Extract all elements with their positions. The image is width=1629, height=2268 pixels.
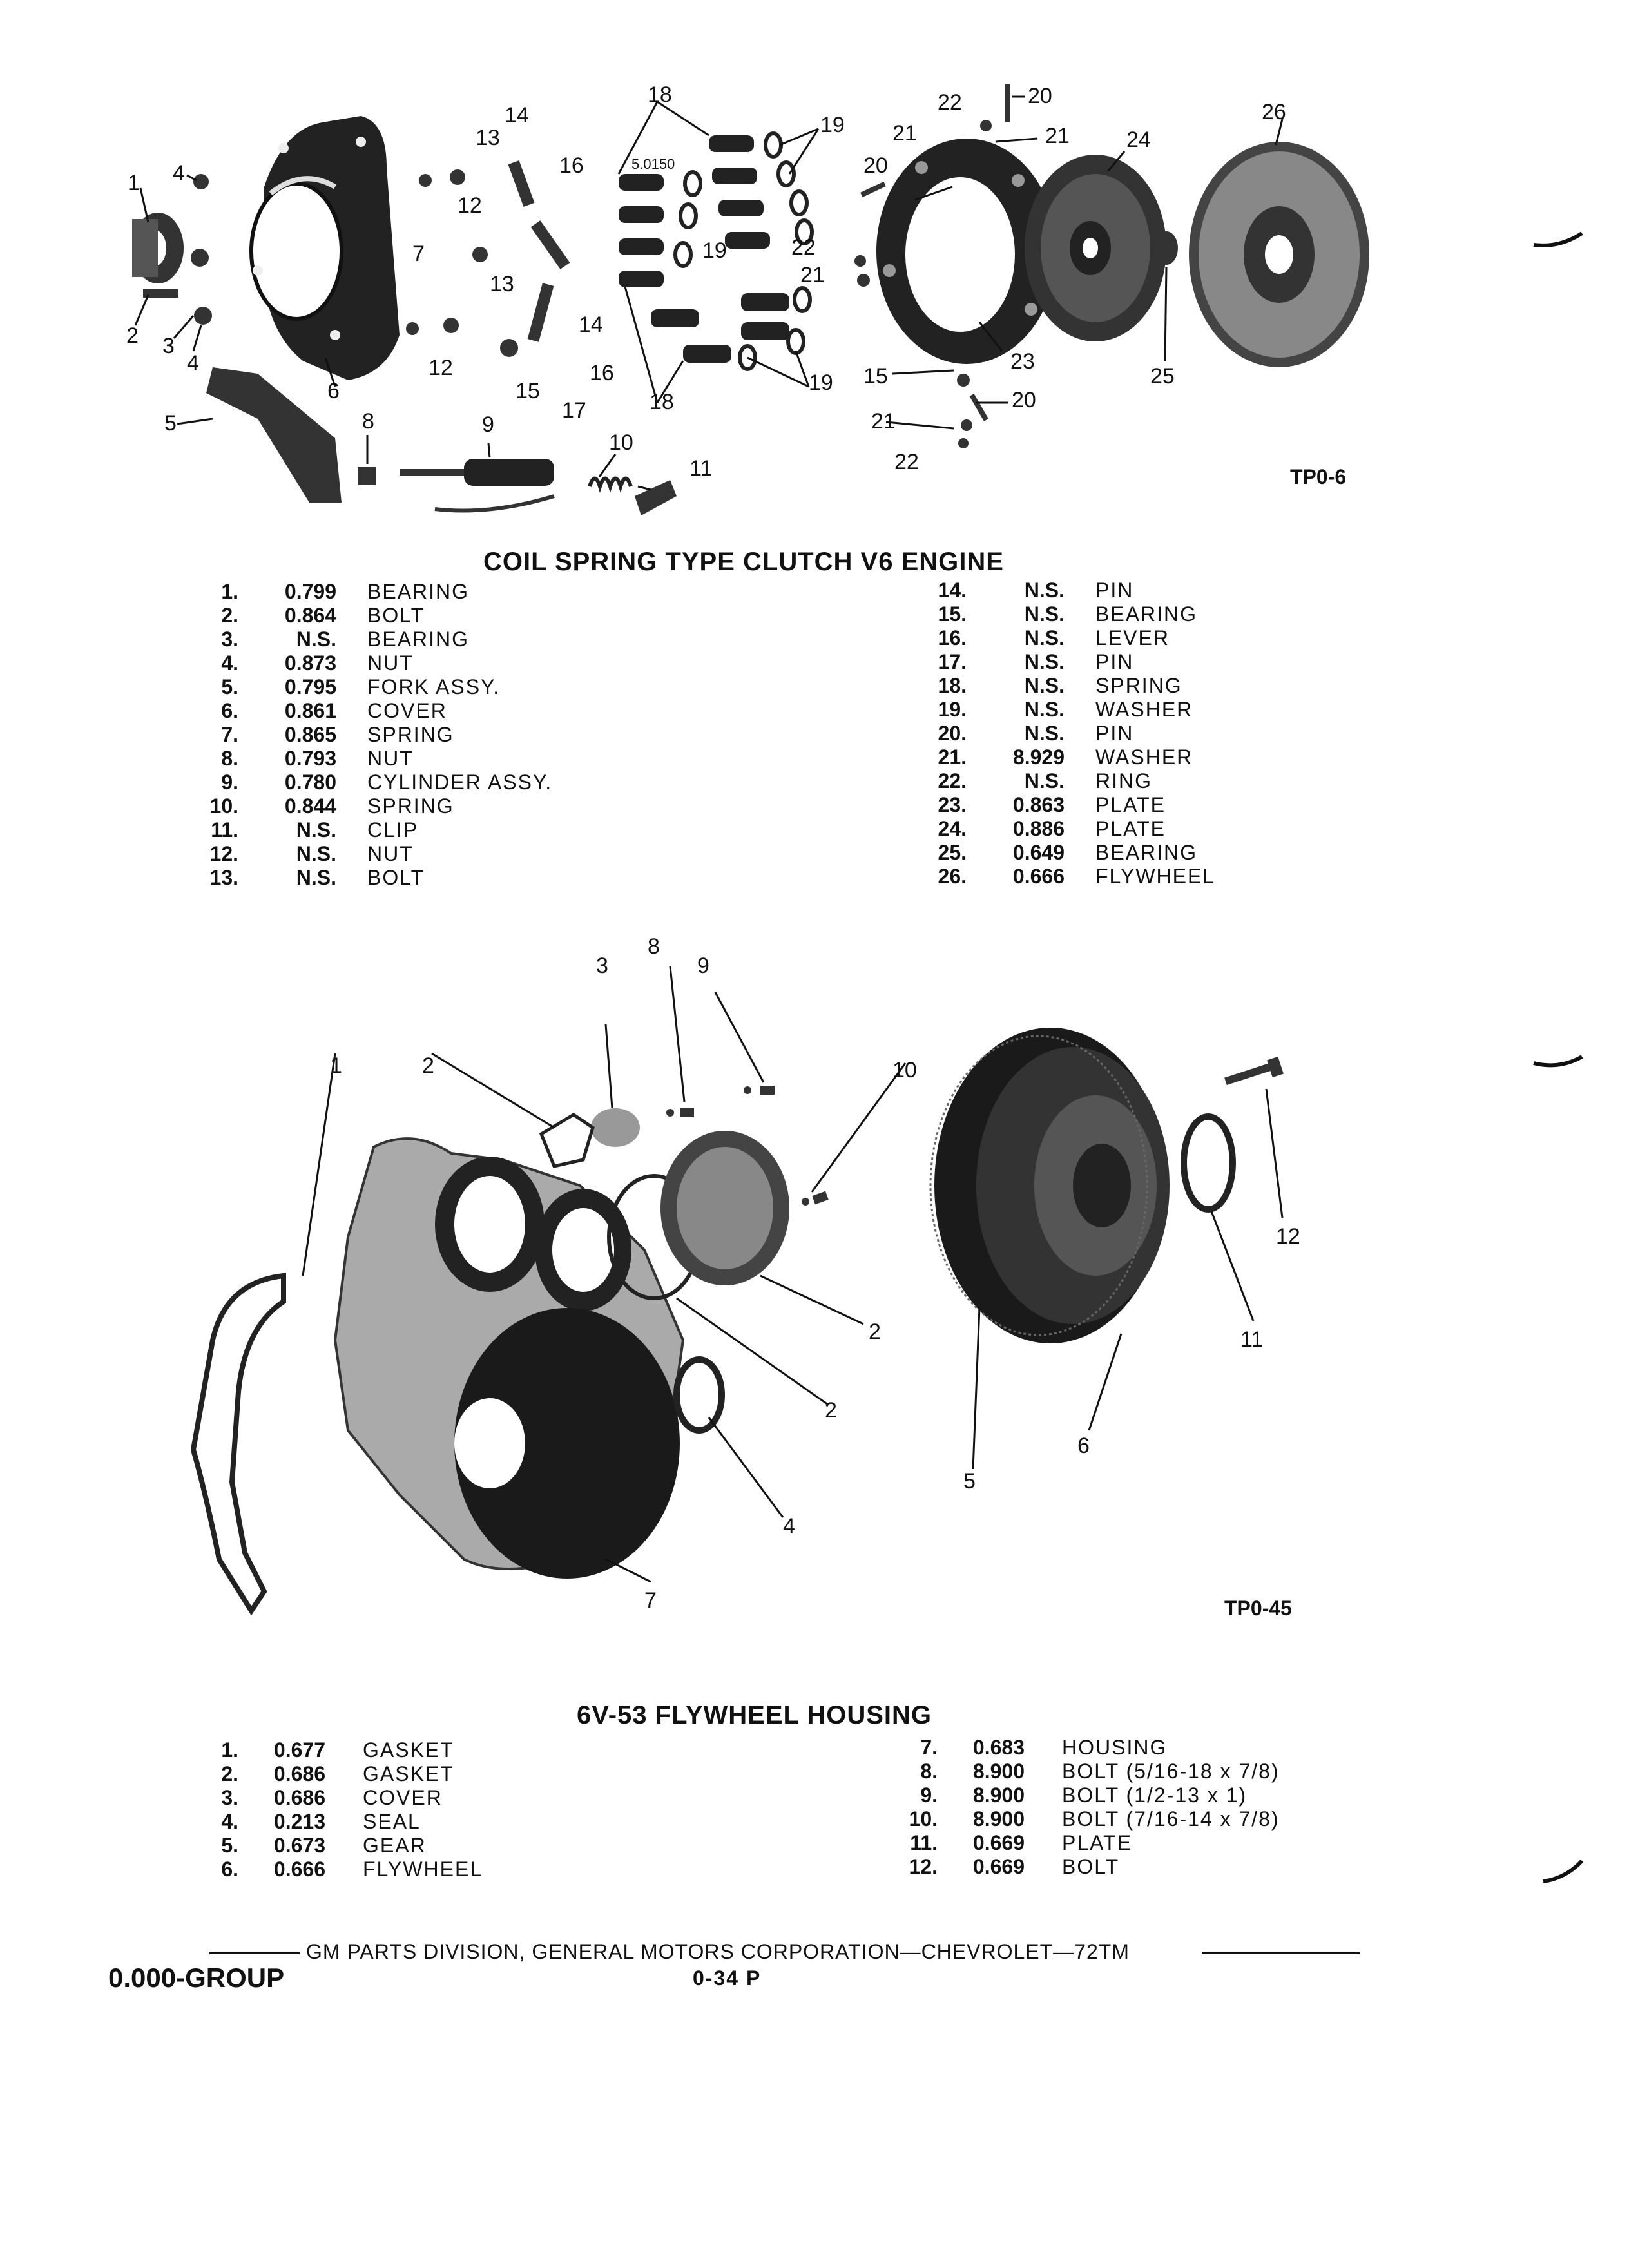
parts-row: 6. 0.666 FLYWHEEL (221, 1858, 483, 1881)
svg-text:12: 12 (458, 193, 482, 218)
parts-row: 1. 0.799 BEARING (221, 580, 470, 603)
svg-text:2: 2 (869, 1320, 881, 1344)
parts-row: 2. 0.686 GASKET (221, 1762, 454, 1785)
parts-row: 1. 0.677 GASKET (221, 1738, 454, 1762)
clip-11-illustration (635, 480, 677, 515)
parts-row: 3. 0.686 COVER (221, 1786, 443, 1809)
svg-text:5: 5 (963, 1469, 976, 1494)
svg-text:13: 13 (476, 126, 500, 150)
parts-row: 25. 0.649 BEARING (938, 841, 1198, 864)
nut-4-illustration (191, 249, 209, 267)
svg-text:16: 16 (590, 361, 614, 385)
gasket-1-illustration (193, 1276, 284, 1611)
clutch-parts-list-left (193, 580, 552, 890)
parts-row: 4. 0.873 NUT (221, 651, 414, 675)
svg-text:22: 22 (894, 450, 919, 474)
svg-text:2: 2 (825, 1398, 837, 1423)
footer-division: GM PARTS DIVISION, GENERAL MOTORS CORPORATION—CHEVROLET—72TM (306, 1940, 1130, 1963)
parts-row: 15. N.S. BEARING (938, 602, 1198, 626)
parts-row: 6. 0.861 COVER (221, 699, 447, 722)
group-label: 0.000-GROUP (108, 1963, 285, 1993)
svg-text:9: 9 (482, 412, 494, 437)
cylinder-assembly-illustration (400, 459, 554, 511)
housing-7-illustration (335, 1139, 683, 1579)
fork-assembly-illustration (206, 367, 342, 503)
parts-row: 21. 8.929 WASHER (938, 745, 1193, 769)
svg-text:21: 21 (1045, 124, 1070, 148)
cover-plate-illustration (660, 1131, 789, 1285)
footer-rule-right (1202, 1952, 1360, 1954)
svg-text:2: 2 (422, 1053, 434, 1078)
page-number: 0-34 P (693, 1966, 762, 1990)
parts-row: 12. 0.669 BOLT (909, 1855, 1120, 1878)
clutch-disc-illustration (1025, 155, 1166, 341)
svg-text:1: 1 (128, 171, 140, 195)
svg-text:22: 22 (791, 235, 816, 260)
svg-text:4: 4 (187, 351, 199, 376)
parts-row: 17. N.S. PIN (938, 650, 1134, 673)
spring-10-illustration (590, 479, 631, 487)
svg-text:13: 13 (490, 272, 514, 296)
nut-4b-illustration (193, 174, 209, 189)
svg-text:10: 10 (892, 1058, 917, 1082)
svg-text:7: 7 (644, 1588, 657, 1613)
svg-text:1: 1 (330, 1053, 342, 1078)
flywheel-housing-diagram (0, 915, 1629, 1688)
svg-text:20: 20 (1028, 84, 1052, 108)
svg-text:22: 22 (938, 90, 962, 115)
parts-row: 11. 0.669 PLATE (910, 1831, 1132, 1854)
pilot-bearing-illustration (1155, 231, 1178, 265)
parts-row: 11. N.S. CLIP (211, 818, 419, 841)
parts-row: 10. 8.900 BOLT (7/16-14 x 7/8) (909, 1807, 1280, 1831)
bearing-3-illustration (194, 307, 212, 325)
parts-row: 13. N.S. BOLT (209, 866, 425, 889)
svg-text:24: 24 (1126, 128, 1151, 152)
seal-4-illustration (677, 1360, 722, 1430)
svg-text:21: 21 (871, 409, 896, 434)
svg-text:3: 3 (162, 334, 175, 358)
footer-rule-left (209, 1952, 300, 1954)
svg-text:14: 14 (505, 103, 529, 128)
svg-text:16: 16 (559, 153, 584, 178)
parts-row: 23. 0.863 PLATE (938, 793, 1166, 816)
svg-text:12: 12 (429, 356, 453, 380)
parts-row: 14. N.S. PIN (938, 579, 1134, 602)
parts-row: 9. 8.900 BOLT (1/2-13 x 1) (920, 1783, 1248, 1807)
svg-text:11: 11 (689, 456, 713, 481)
svg-text:21: 21 (800, 263, 825, 287)
svg-text:19: 19 (820, 113, 845, 137)
flywheel-6-illustration (930, 1028, 1170, 1343)
parts-row: 3. N.S. BEARING (221, 628, 470, 651)
svg-text:7: 7 (412, 242, 425, 266)
parts-row: 26. 0.666 FLYWHEEL (938, 865, 1216, 888)
svg-text:11: 11 (1240, 1327, 1264, 1352)
flywheel-parts-list-right (892, 1736, 1280, 1879)
parts-row: 24. 0.886 PLATE (938, 817, 1166, 840)
svg-text:19: 19 (702, 238, 727, 263)
clutch-title: COIL SPRING TYPE CLUTCH V6 ENGINE (483, 548, 1004, 576)
svg-text:10: 10 (609, 430, 633, 455)
svg-text:2: 2 (126, 323, 139, 348)
cover-3-illustration (591, 1108, 640, 1147)
parts-row: 20. N.S. PIN (938, 722, 1134, 745)
svg-text:6: 6 (1077, 1434, 1090, 1458)
svg-text:21: 21 (892, 121, 917, 146)
svg-text:8: 8 (648, 934, 660, 959)
clutch-exploded-diagram (0, 0, 1629, 528)
svg-text:5: 5 (164, 411, 177, 436)
parts-row: 12. N.S. NUT (209, 842, 414, 865)
svg-text:19: 19 (809, 370, 833, 395)
flywheel-parts-list-left (193, 1738, 483, 1881)
svg-text:20: 20 (1012, 388, 1036, 412)
svg-text:25: 25 (1150, 364, 1175, 389)
svg-text:12: 12 (1276, 1224, 1300, 1249)
svg-text:6: 6 (327, 379, 340, 403)
parts-row: 5. 0.795 FORK ASSY. (221, 675, 501, 698)
svg-text:4: 4 (783, 1514, 795, 1539)
plate-11-illustration (1184, 1117, 1233, 1209)
svg-text:26: 26 (1262, 100, 1286, 124)
svg-text:3: 3 (596, 954, 608, 978)
svg-text:20: 20 (863, 153, 888, 178)
svg-text:8: 8 (362, 409, 374, 434)
parts-row: 16. N.S. LEVER (938, 626, 1170, 649)
svg-text:14: 14 (579, 312, 603, 337)
svg-text:18: 18 (648, 82, 672, 107)
svg-text:18: 18 (650, 390, 674, 414)
parts-row: 4. 0.213 SEAL (221, 1810, 421, 1833)
parts-row: 8. 8.900 BOLT (5/16-18 x 7/8) (920, 1760, 1280, 1783)
gasket-2a-illustration (541, 1115, 593, 1166)
svg-text:17: 17 (562, 398, 586, 423)
parts-row: 7. 0.865 SPRING (221, 723, 454, 746)
parts-row: 5. 0.673 GEAR (221, 1834, 427, 1857)
parts-row: 7. 0.683 HOUSING (920, 1736, 1168, 1759)
svg-text:4: 4 (173, 161, 185, 186)
parts-row: 19. N.S. WASHER (938, 698, 1193, 721)
parts-row: 22. N.S. RING (938, 769, 1152, 793)
svg-text:15: 15 (516, 379, 540, 403)
flywheel-26-illustration (1189, 142, 1369, 367)
clutch-figure-code: TP0-6 (1290, 465, 1347, 488)
clutch-parts-list-right (921, 579, 1215, 889)
svg-text:23: 23 (1010, 349, 1035, 374)
clutch-cover-illustration (251, 116, 400, 380)
svg-text:5.0150: 5.0150 (631, 156, 675, 172)
bolt-12-illustration (1224, 1057, 1284, 1085)
release-bearing-illustration (132, 213, 184, 284)
parts-row: 8. 0.793 NUT (221, 747, 414, 770)
svg-text:15: 15 (863, 364, 888, 389)
parts-row: 9. 0.780 CYLINDER ASSY. (221, 771, 553, 794)
parts-row: 10. 0.844 SPRING (209, 794, 454, 818)
nut-8-illustration (358, 467, 376, 485)
parts-row: 2. 0.864 BOLT (221, 604, 425, 627)
flywheel-title: 6V-53 FLYWHEEL HOUSING (577, 1701, 932, 1729)
svg-text:9: 9 (697, 954, 709, 978)
parts-row: 18. N.S. SPRING (938, 674, 1182, 697)
lever-group-illustration (406, 160, 570, 357)
flywheel-figure-code: TP0-45 (1224, 1597, 1292, 1620)
